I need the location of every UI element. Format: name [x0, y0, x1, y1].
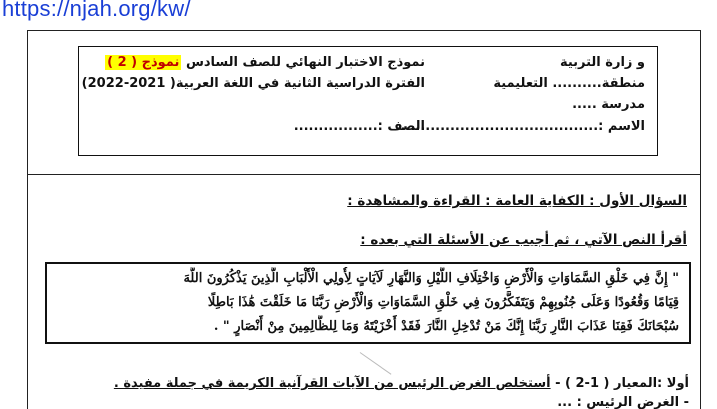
exam-title	[105, 54, 425, 71]
standard-task: أستخلص الغرض الرئيس من الآيات القرآنية الكريمة في جملة مفيدة .	[113, 376, 551, 391]
exam-title-prefix: نموذج الاختبار النهائي للصف السادس	[185, 55, 425, 70]
exam-model-badge: نموذج ( 2 )	[107, 55, 180, 70]
verse-line-1: " إِنَّ فِي خَلْقِ السَّمَاوَاتِ وَالْأَرْضِ وَاخْتِلَافِ اللَّيْلِ وَالنَّهَارِ لَآيَاتٍ لِأُولِي الْأَلْبَابِ الَّذِينَ يَذْكُرُونَ اللَّهَ	[183, 271, 679, 286]
student-name-label: الاسم :.........................................	[395, 119, 645, 134]
standard-prefix: أولا :المعيار ( 1-2 ) -	[555, 376, 689, 391]
class-label: الصف :.................	[293, 119, 425, 134]
read-instruction: أقرأ النص الآتي ، ثم أجيب عن الأسئلة التي بعده :	[360, 232, 687, 248]
exam-period: الفترة الدراسية الثانية في اللغة العربية( 2021-2022)	[81, 76, 425, 91]
region-label: منطقة.......... التعليمية	[493, 76, 645, 91]
source-url[interactable]: https://njah.org/kw/	[2, 0, 191, 21]
exam-header-box	[78, 46, 658, 156]
verse-line-3: سُبْحَانَكَ فَقِنَا عَذَابَ النَّارِ رَبَّنَا إِنَّكَ مَنْ تُدْخِلِ النَّارَ فَقَدْ أَخْزَيْتَهُ وَمَا لِلظَّالِمِينَ مِنْ أَنْصَارٍ " .	[213, 319, 679, 334]
section-divider	[27, 174, 700, 175]
question-one-title: السؤال الأول : الكفاية العامة : القراءة والمشاهدة :	[347, 193, 687, 209]
main-objective-label: - الغرض الرئيس : ...	[557, 395, 689, 409]
quran-verse-box	[45, 262, 691, 344]
verse-line-2: قِيَامًا وَقُعُودًا وَعَلَى جُنُوبِهِمْ وَيَتَفَكَّرُونَ فِي خَلْقِ السَّمَاوَاتِ وَالْأَرْضِ رَبَّنَا مَا خَلَقْتَ هَٰذَا بَاطِلًا	[207, 295, 679, 310]
school-label: مدرسة .....	[572, 97, 645, 112]
ministry-label: و زارة التربية	[559, 55, 645, 70]
first-standard-question	[114, 376, 689, 391]
